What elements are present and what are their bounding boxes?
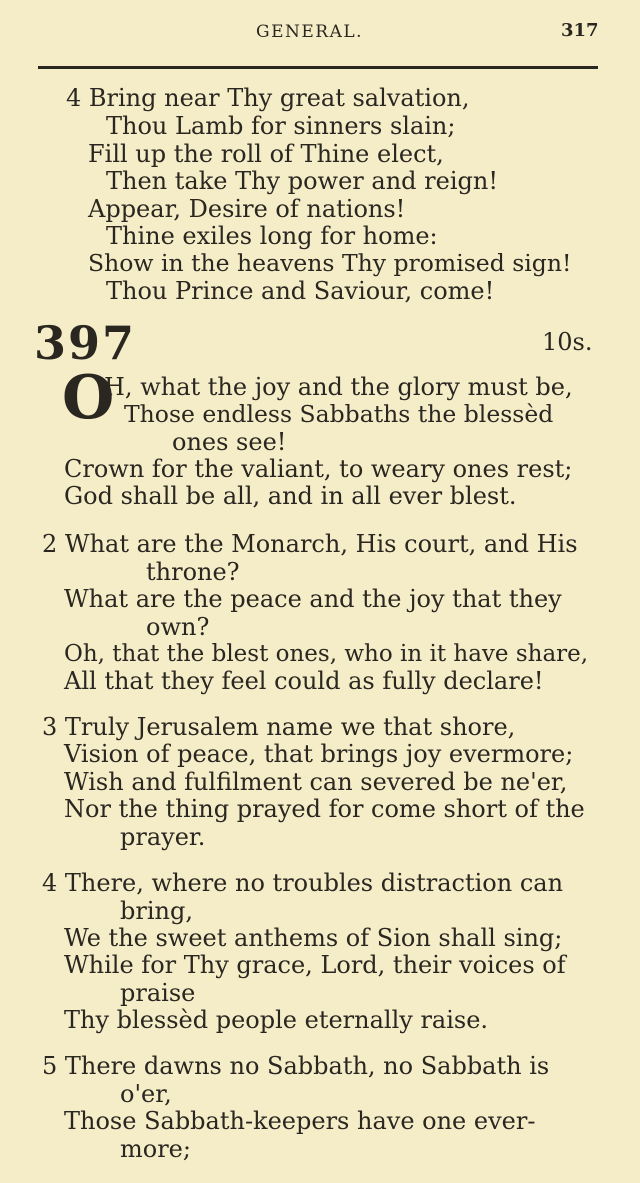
section-header: GENERAL. — [256, 22, 364, 42]
verse-line: 2 What are the Monarch, His court, and His — [42, 530, 578, 558]
verse-line: Appear, Desire of nations! — [88, 195, 406, 223]
header-rule — [38, 66, 598, 69]
verse-line: H, what the joy and the glory must be, — [104, 373, 573, 401]
hymn-number: 397 — [34, 316, 137, 370]
verse-line: Those Sabbath-keepers have one ever- — [64, 1107, 536, 1135]
verse-line: Those endless Sabbaths the blessèd — [124, 400, 554, 428]
verse-line: Thine exiles long for home: — [106, 222, 438, 250]
verse-line: Thou Lamb for sinners slain; — [106, 112, 456, 140]
verse-line: 4 Bring near Thy great salvation, — [66, 84, 470, 112]
verse-line: 3 Truly Jerusalem name we that shore, — [42, 713, 516, 741]
verse-line: God shall be all, and in all ever blest. — [64, 482, 517, 510]
verse-line: 5 There dawns no Sabbath, no Sabbath is — [42, 1052, 550, 1080]
verse-line: Thou Prince and Saviour, come! — [106, 277, 495, 305]
verse-line: 4 There, where no troubles distraction can — [42, 869, 564, 897]
verse-line: All that they feel could as fully declare! — [64, 667, 544, 695]
verse-line: What are the peace and the joy that they — [64, 585, 562, 613]
verse-line: Thy blessèd people eternally raise. — [64, 1006, 489, 1034]
verse-line: o'er, — [120, 1080, 172, 1108]
verse-line: Fill up the roll of Thine elect, — [88, 140, 444, 168]
verse-line: throne? — [146, 558, 240, 586]
verse-line: own? — [146, 613, 210, 641]
verse-line: more; — [120, 1135, 191, 1163]
hymn-meter: 10s. — [542, 328, 593, 356]
verse-line: Oh, that the blest ones, who in it have share, — [64, 641, 589, 667]
verse-line: Crown for the valiant, to weary ones rest; — [64, 455, 573, 483]
verse-line: Show in the heavens Thy promised sign! — [88, 249, 572, 277]
verse-line: bring, — [120, 897, 193, 925]
verse-line: Nor the thing prayed for come short of the — [64, 795, 585, 823]
verse-line: prayer. — [120, 823, 206, 851]
verse-line: Then take Thy power and reign! — [106, 167, 498, 195]
verse-line: praise — [120, 979, 196, 1007]
drop-cap: O — [62, 363, 115, 433]
verse-line: Wish and fulfilment can severed be ne'er, — [64, 768, 568, 796]
verse-line: While for Thy grace, Lord, their voices of — [64, 951, 566, 979]
verse-line: ones see! — [172, 428, 287, 456]
verse-line: Vision of peace, that brings joy evermore; — [64, 740, 574, 768]
verse-line: We the sweet anthems of Sion shall sing; — [64, 924, 563, 952]
page-number: 317 — [561, 20, 599, 41]
